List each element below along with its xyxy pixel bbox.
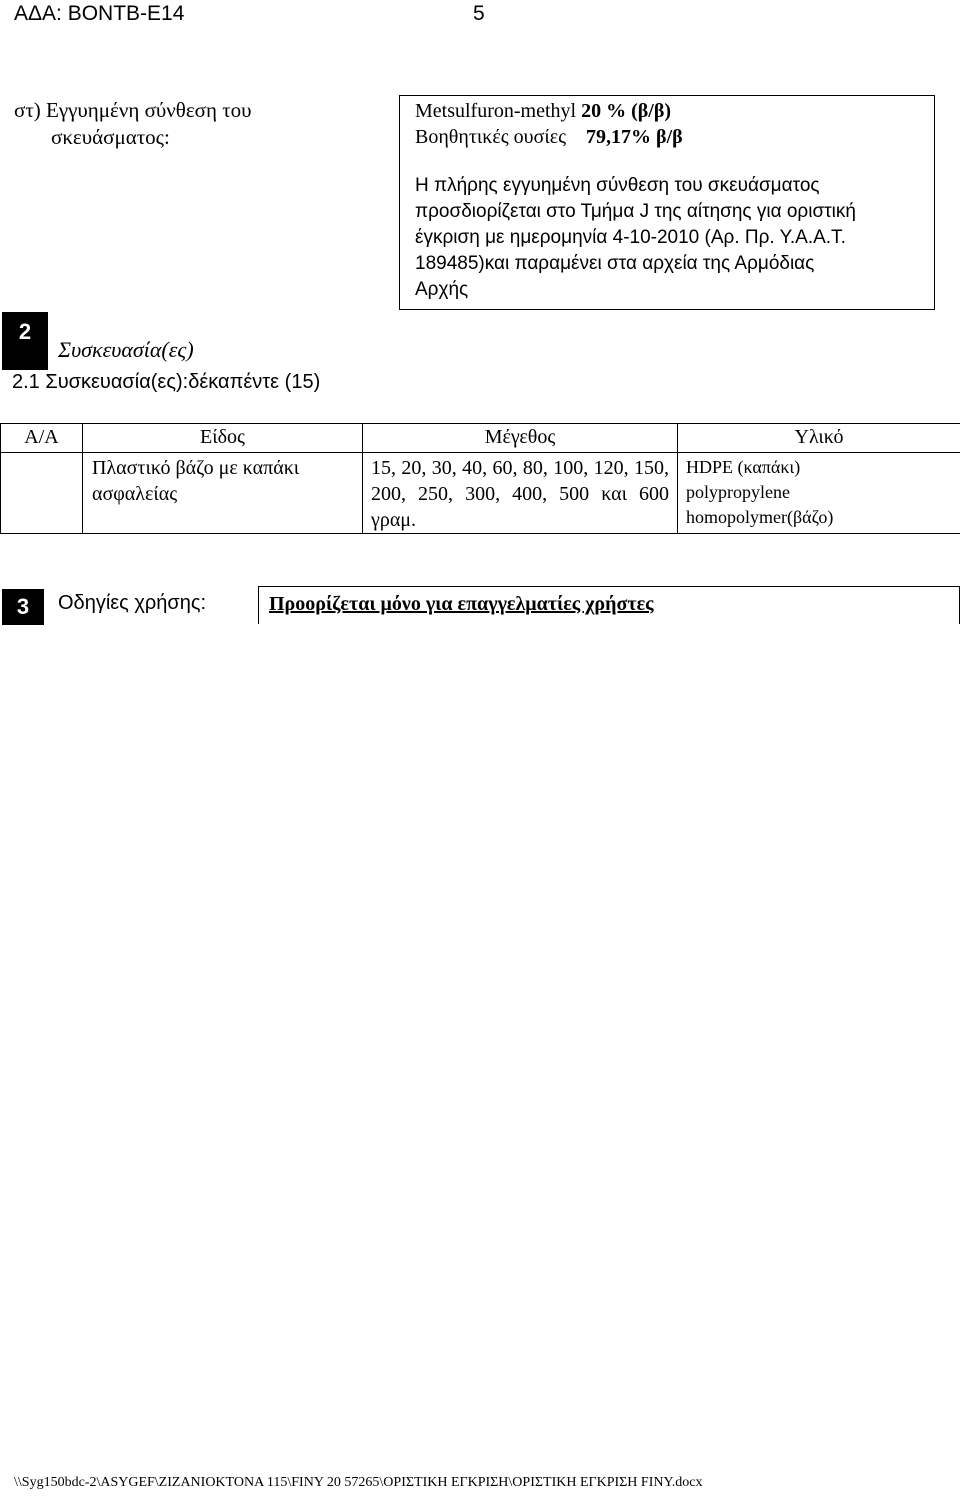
cell-type: Πλαστικό βάζο με καπάκι ασφαλείας <box>83 453 363 534</box>
section-subtitle: 2.1 Συσκευασία(ες):δέκαπέντε (15) <box>12 371 321 393</box>
page-number: 5 <box>473 2 485 25</box>
material-line: homopolymer(βάζο) <box>686 507 834 527</box>
composition-note-line: 189485)και παραμένει στα αρχεία της Αρμόδιας <box>415 253 815 274</box>
footer-file-path: \\Syg150bdc-2\ASYGEF\ZIZANIOKTONA 115\FINY 20 57265\ΟΡΙΣΤΙΚΗ ΕΓΚΡΙΣΗ\ΟΡΙΣΤΙΚΗ ΕΓΚΡΙΣΗ FINY.docx <box>14 1475 703 1490</box>
cell-size: 15, 20, 30, 40, 60, 80, 100, 120, 150, 200, 250, 300, 400, 500 και 600 γραμ. <box>363 453 678 534</box>
document-code: ΑΔΑ: ΒΟΝΤΒ-Ε14 <box>14 2 185 25</box>
table-header-row <box>1 424 960 453</box>
composition-label <box>14 97 294 151</box>
column-header-type: Είδος <box>83 424 363 453</box>
composition-note-line: Αρχής <box>415 279 469 300</box>
cell-aa <box>1 453 83 534</box>
active-substance-value: 20 % (β/β) <box>581 100 672 122</box>
table-row <box>1 453 960 534</box>
active-substance-line <box>415 98 934 124</box>
section-number-badge: 2 <box>2 312 48 370</box>
composition-note-line: έγκριση με ημερομηνία 4-10-2010 (Αρ. Πρ. Υ.Α.Α.Τ. <box>415 227 846 248</box>
composition-box <box>399 95 935 310</box>
composition-label-line: στ) Εγγυημένη σύνθεση του <box>14 98 252 122</box>
composition-label-line: σκευάσματος: <box>51 125 170 149</box>
cell-material <box>678 453 960 534</box>
column-header-aa: Α/Α <box>1 424 83 453</box>
material-line: polypropylene <box>686 482 790 502</box>
column-header-material: Υλικό <box>678 424 960 453</box>
auxiliary-substances-value: 79,17% β/β <box>586 126 683 148</box>
composition-note-line: Η πλήρης εγγυημένη σύνθεση του σκευάσματος <box>415 175 820 196</box>
instructions-value: Προορίζεται μόνο για επαγγελματίες χρήστες <box>258 586 960 624</box>
auxiliary-substances-name: Βοηθητικές ουσίες <box>415 126 567 148</box>
material-line: HDPE (καπάκι) <box>686 457 801 477</box>
auxiliary-substances-line <box>415 124 934 150</box>
column-header-size: Μέγεθος <box>363 424 678 453</box>
composition-note-line: προσδιορίζεται στο Τμήμα J της αίτησης για οριστική <box>415 201 856 222</box>
active-substance-name: Metsulfuron-methyl <box>415 100 577 122</box>
section-number-badge: 3 <box>2 589 44 625</box>
section-title: Συσκευασία(ες) <box>58 337 194 362</box>
packaging-table <box>0 423 960 534</box>
instructions-label: Οδηγίες χρήσης: <box>58 592 207 614</box>
